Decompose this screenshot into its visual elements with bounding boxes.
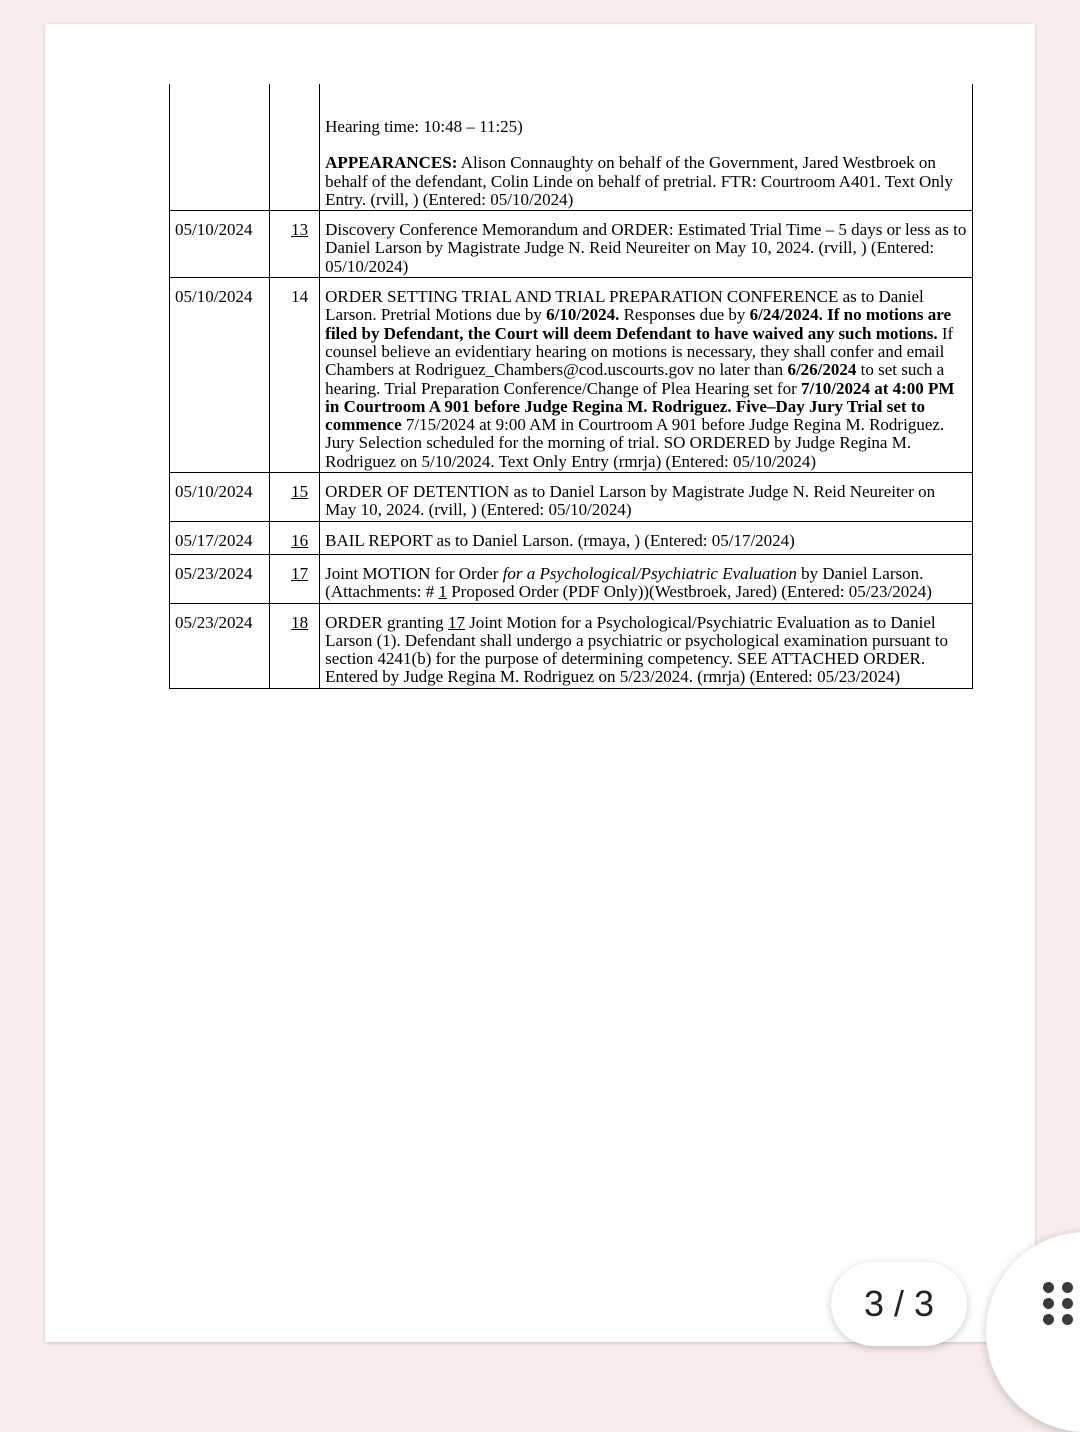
docket-number-link[interactable]: 18 (270, 603, 320, 688)
motion-link[interactable]: 17 (447, 612, 465, 632)
appearances-label: APPEARANCES: (325, 153, 458, 173)
docket-number: 14 (270, 278, 320, 473)
date-cell: 05/23/2024 (170, 554, 270, 603)
date-cell: 05/17/2024 (170, 521, 270, 554)
entry-text-cell: Joint MOTION for Order for a Psychological/Psychiatric Evaluation by Daniel Larson. (Attachments: # 1 Proposed Order (PDF Only))(Westbroek, Jared) (Entered: 05/23/2024) (320, 554, 973, 603)
table-row (170, 278, 973, 473)
entry-text-cell: ORDER SETTING TRIAL AND TRIAL PREPARATION CONFERENCE as to Daniel Larson. Pretrial Motions due by 6/10/2024. Responses due by 6/24/2024. If no motions are filed by Defendant, the Court will deem Defendant to have waived any such motions. If counsel believe an evidentiary hearing on motions is necessary, they shall confer and email Chambers at Rodriguez_Chambers@cod.uscourts.gov no later than 6/26/2024 to set such a hearing. Trial Preparation Conference/Change of Plea Hearing set for 7/10/2024 at 4:00 PM in Courtroom A 901 before Judge Regina M. Rodriguez. Five–Day Jury Trial set to commence 7/15/2024 at 9:00 AM in Courtroom A 901 before Judge Regina M. Rodriguez. Jury Selection scheduled for the morning of trial. SO ORDERED by Judge Regina M. Rodriguez on 5/10/2024. Text Only Entry (rmrja) (Entered: 05/10/2024) (320, 278, 973, 473)
appearances-text: Alison Connaughty on behalf of the Government, Jared Westbroek on behalf of the defendant, Colin Linde on behalf of pretrial. FTR: Courtroom A401. Text Only Entry. (rvill, ) (Entered: 05/10/2024) (325, 153, 953, 209)
table-row (170, 84, 973, 211)
date-cell: 05/23/2024 (170, 603, 270, 688)
entry-text-cell: Discovery Conference Memorandum and ORDER: Estimated Trial Time – 5 days or less as to Daniel Larson by Magistrate Judge N. Reid Neureiter on May 10, 2024. (rvill, ) (Entered: 05/10/2024) (320, 211, 973, 278)
attachment-link[interactable]: 1 (438, 582, 447, 602)
date-cell: 05/10/2024 (170, 473, 270, 522)
docket-number-link[interactable]: 16 (270, 521, 320, 554)
table-row (170, 603, 973, 688)
entry-text-cell: ORDER granting 17 Joint Motion for a Psychological/Psychiatric Evaluation as to Daniel Larson (1). Defendant shall undergo a psychiatric or psychological examination pursuant to section 4241(b) for the purpose of determining competency. SEE ATTACHED ORDER. Entered by Judge Regina M. Rodriguez on 5/23/2024. (rmrja) (Entered: 05/23/2024) (320, 603, 973, 688)
page-indicator: 3 / 3 (831, 1262, 967, 1346)
hearing-time: Hearing time: 10:48 – 11:25) (325, 117, 523, 136)
entry-text-cell: ORDER OF DETENTION as to Daniel Larson by Magistrate Judge N. Reid Neureiter on May 10, 2024. (rvill, ) (Entered: 05/10/2024) (320, 473, 973, 522)
date-cell (170, 84, 270, 211)
date-cell: 05/10/2024 (170, 278, 270, 473)
docket-number-link[interactable]: 13 (270, 211, 320, 278)
table-row (170, 554, 973, 603)
grid-dots-icon (1043, 1282, 1073, 1326)
document-page (45, 24, 1035, 1342)
docket-number-link[interactable]: 15 (270, 473, 320, 522)
entry-text-cell (320, 84, 973, 211)
table-row (170, 521, 973, 554)
appearances (325, 154, 967, 209)
docket-table (169, 84, 973, 689)
table-row (170, 473, 973, 522)
entry-text-cell: BAIL REPORT as to Daniel Larson. (rmaya, ) (Entered: 05/17/2024) (320, 521, 973, 554)
number-cell (270, 84, 320, 211)
docket-number-link[interactable]: 17 (270, 554, 320, 603)
table-row (170, 211, 973, 278)
date-cell: 05/10/2024 (170, 211, 270, 278)
